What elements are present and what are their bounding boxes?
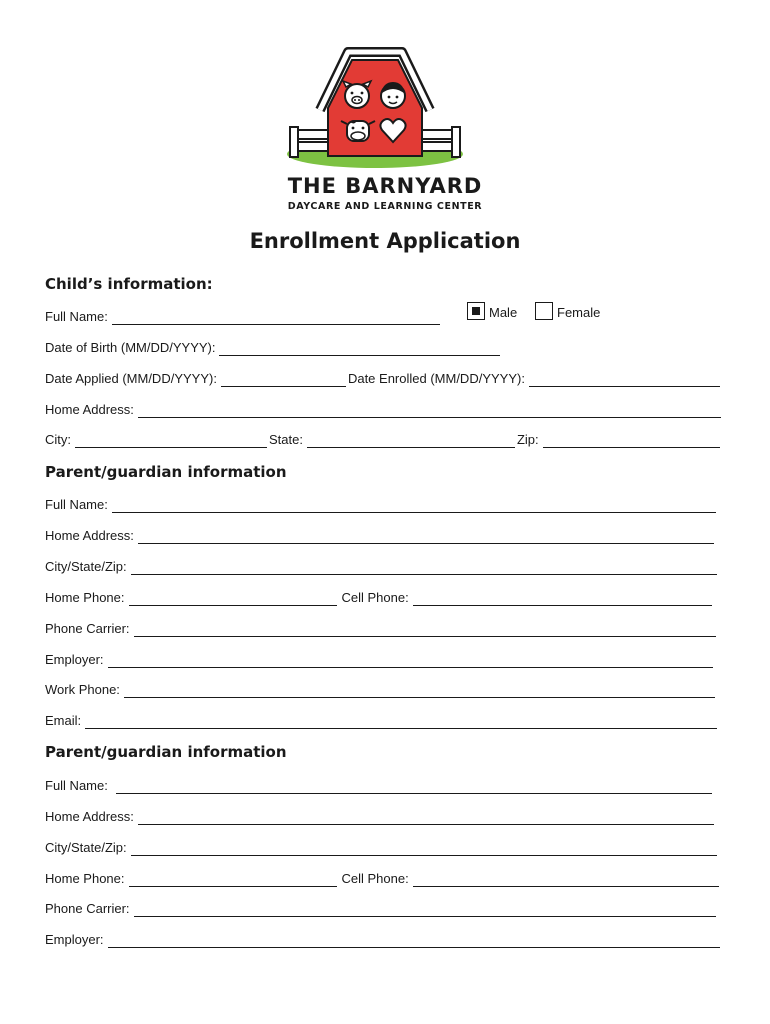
checkbox-checked-icon[interactable] xyxy=(467,302,485,320)
g1-home-phone-label: Home Phone: xyxy=(45,590,125,605)
child-dob-field[interactable] xyxy=(219,342,500,356)
g1-city-state-zip-label: City/State/Zip: xyxy=(45,559,127,574)
date-enrolled-field[interactable] xyxy=(529,373,720,387)
city-field[interactable] xyxy=(75,434,267,448)
g1-carrier-field[interactable] xyxy=(134,623,716,637)
zip-field[interactable] xyxy=(543,434,720,448)
g2-carrier-field[interactable] xyxy=(134,903,716,917)
guardian1-heading: Parent/guardian information xyxy=(45,463,287,481)
guardian2-heading: Parent/guardian information xyxy=(45,743,287,761)
brand-tagline: DAYCARE AND LEARNING CENTER xyxy=(287,201,483,212)
g2-home-phone-field[interactable] xyxy=(129,873,337,887)
child-city-row xyxy=(45,430,720,448)
g2-phones-row xyxy=(45,869,719,887)
date-enrolled-label: Date Enrolled (MM/DD/YYYY): xyxy=(347,371,525,386)
g1-home-phone-field[interactable] xyxy=(129,592,337,606)
female-label: Female xyxy=(557,305,601,320)
checkbox-empty-icon[interactable] xyxy=(535,302,553,320)
g1-employer-label: Employer: xyxy=(45,652,104,667)
child-full-name-field[interactable] xyxy=(112,311,440,325)
g1-full-name-label: Full Name: xyxy=(45,497,108,512)
g1-email-label: Email: xyxy=(45,713,82,728)
g2-cell-phone-field[interactable] xyxy=(413,873,719,887)
g2-address-row xyxy=(45,807,714,825)
g2-carrier-row xyxy=(45,899,716,917)
male-option[interactable] xyxy=(467,302,517,320)
g1-full-name-field[interactable] xyxy=(112,499,716,513)
zip-label: Zip: xyxy=(516,432,539,447)
page-title: Enrollment Application xyxy=(249,229,521,253)
g2-employer-field[interactable] xyxy=(108,934,720,948)
child-address-field[interactable] xyxy=(138,404,721,418)
male-label: Male xyxy=(489,305,518,320)
child-address-row xyxy=(45,400,721,418)
g1-cell-phone-field[interactable] xyxy=(413,592,712,606)
g1-full-name-row xyxy=(45,495,716,513)
g1-address-row xyxy=(45,526,714,544)
g1-employer-row xyxy=(45,650,713,668)
child-full-name-label: Full Name: xyxy=(45,309,108,324)
date-applied-label: Date Applied (MM/DD/YYYY): xyxy=(45,371,217,386)
g1-employer-field[interactable] xyxy=(108,654,713,668)
g2-full-name-label: Full Name: xyxy=(45,778,108,793)
g2-city-state-zip-field[interactable] xyxy=(131,842,717,856)
g1-carrier-label: Phone Carrier: xyxy=(45,621,130,636)
g1-address-label: Home Address: xyxy=(45,528,134,543)
g2-employer-label: Employer: xyxy=(45,932,104,947)
g1-cell-phone-label: Cell Phone: xyxy=(341,590,409,605)
state-label: State: xyxy=(269,432,303,447)
g2-city-state-zip-row xyxy=(45,838,717,856)
g1-address-field[interactable] xyxy=(138,530,714,544)
pig-icon xyxy=(343,81,371,108)
g1-work-phone-label: Work Phone: xyxy=(45,682,120,697)
child-dob-label: Date of Birth (MM/DD/YYYY): xyxy=(45,340,216,355)
g2-full-name-row xyxy=(45,776,712,794)
state-field[interactable] xyxy=(307,434,515,448)
g1-work-phone-field[interactable] xyxy=(124,684,715,698)
brand-name: THE BARNYARD xyxy=(287,174,483,198)
g1-work-phone-row xyxy=(45,680,715,698)
g2-address-label: Home Address: xyxy=(45,809,134,824)
child-face-icon xyxy=(381,82,405,108)
g1-carrier-row xyxy=(45,619,716,637)
g2-carrier-label: Phone Carrier: xyxy=(45,901,130,916)
child-address-label: Home Address: xyxy=(45,402,134,417)
g2-full-name-field[interactable] xyxy=(116,780,712,794)
checkbox-mark xyxy=(472,307,480,315)
g1-city-state-zip-field[interactable] xyxy=(131,561,717,575)
g2-address-field[interactable] xyxy=(138,811,714,825)
child-dob-row xyxy=(45,338,500,356)
date-applied-field[interactable] xyxy=(221,373,346,387)
g2-city-state-zip-label: City/State/Zip: xyxy=(45,840,127,855)
child-full-name-row xyxy=(45,307,440,325)
g2-employer-row xyxy=(45,930,720,948)
g1-city-state-zip-row xyxy=(45,557,717,575)
female-option[interactable] xyxy=(535,302,600,320)
g1-email-field[interactable] xyxy=(85,715,717,729)
city-label: City: xyxy=(45,432,71,447)
child-info-heading: Child’s information: xyxy=(45,275,213,293)
g1-phones-row xyxy=(45,588,712,606)
g2-cell-phone-label: Cell Phone: xyxy=(341,871,409,886)
child-dates-row xyxy=(45,369,720,387)
g2-home-phone-label: Home Phone: xyxy=(45,871,125,886)
g1-email-row xyxy=(45,711,717,729)
